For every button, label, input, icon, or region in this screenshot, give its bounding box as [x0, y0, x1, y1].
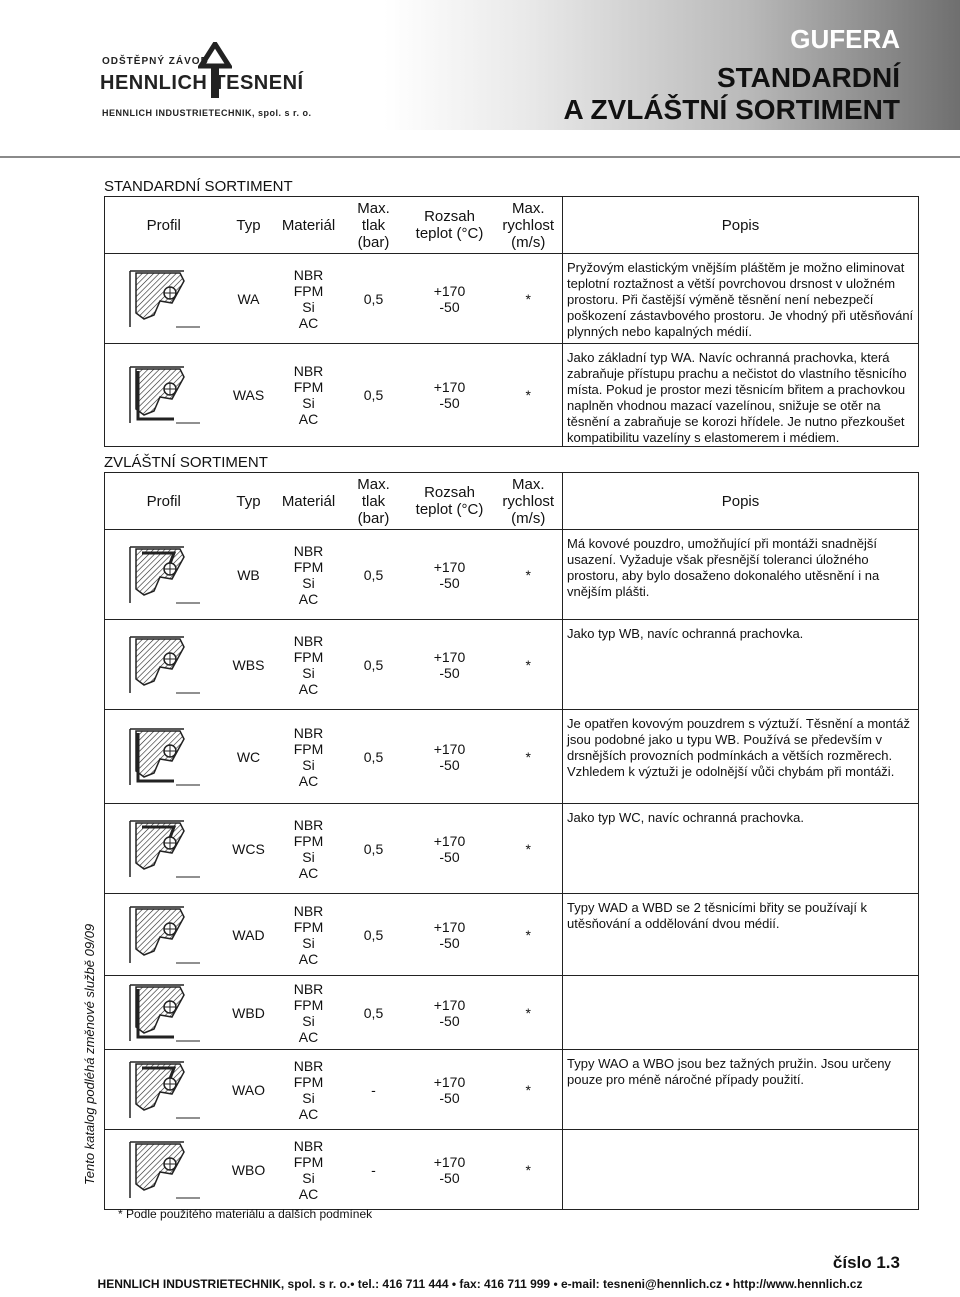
- type-cell: WBS: [223, 620, 275, 710]
- col-profil: Profil: [105, 473, 223, 530]
- table-row: [105, 530, 919, 620]
- material-value: AC: [298, 411, 319, 427]
- material-value: NBR: [293, 363, 324, 379]
- material-cell: [275, 344, 343, 447]
- col-popis: Popis: [563, 197, 919, 254]
- description-cell: Jako základní typ WA. Navíc ochranná prachovka, která zabraňuje přístupu prachu a nečistot do vlastního těsnicího místa. Pokud je prostor mezi těsnicím břitem a prachovkou naplněn vhodnou mazací vazelínou, snižuje se otěr na těsnění a zabraňuje se korozi hřídele. Je nutno přezkoušet kompatibilitu vazelíny s elastomerem i médiem.: [563, 344, 919, 447]
- material-value: FPM: [293, 996, 324, 1013]
- logo-company-name: HENNLICH TESNENÍ: [100, 72, 304, 94]
- table-row: [105, 804, 919, 894]
- pressure-cell: -: [343, 1130, 405, 1210]
- speed-cell: *: [495, 254, 563, 344]
- table-row: [105, 254, 919, 344]
- description-cell: Typy WAO a WBO jsou bez tažných pružin. Jsou určeny pouze pro méně náročné případy použití.: [563, 1050, 919, 1130]
- temperature-cell: [405, 976, 495, 1050]
- table-row: [105, 976, 919, 1050]
- material-cell: [275, 530, 343, 620]
- material-value: NBR: [293, 542, 324, 559]
- material-value: FPM: [293, 282, 324, 299]
- temperature-cell: [405, 344, 495, 447]
- material-value: AC: [298, 1028, 319, 1045]
- temperature-cell: [405, 710, 495, 804]
- material-value: Si: [302, 574, 315, 591]
- description-cell: Jako typ WC, navíc ochranná prachovka.: [563, 804, 919, 894]
- seal-profile-icon: [124, 1054, 204, 1126]
- material-value: FPM: [293, 1153, 324, 1170]
- material-value: Si: [302, 664, 315, 681]
- type-cell: WAD: [223, 894, 275, 976]
- material-value: Si: [302, 298, 315, 315]
- material-value: AC: [298, 590, 319, 607]
- standard-table: [104, 196, 919, 447]
- material-value: NBR: [293, 266, 324, 283]
- material-cell: [275, 254, 343, 344]
- temperature-value: +170: [433, 1073, 466, 1090]
- pressure-cell: 0,5: [343, 710, 405, 804]
- col-popis: Popis: [563, 473, 919, 530]
- material-value: NBR: [293, 632, 324, 649]
- material-value: AC: [298, 680, 319, 697]
- seal-profile-icon: [124, 629, 204, 701]
- material-value: Si: [302, 395, 315, 411]
- logo-subtitle: HENNLICH INDUSTRIETECHNIK, spol. s r. o.: [102, 108, 312, 118]
- speed-cell: *: [495, 344, 563, 447]
- pressure-cell: 0,5: [343, 530, 405, 620]
- temperature-value: -50: [439, 664, 460, 681]
- material-cell: [275, 710, 343, 804]
- temperature-value: -50: [439, 1012, 460, 1029]
- temperature-value: +170: [433, 740, 466, 757]
- pressure-cell: 0,5: [343, 976, 405, 1050]
- page-number: číslo 1.3: [832, 1253, 900, 1272]
- speed-cell: *: [495, 894, 563, 976]
- profile-cell: [105, 1130, 223, 1210]
- material-value: AC: [298, 950, 319, 967]
- special-section-title: ZVLÁŠTNÍ SORTIMENT: [104, 454, 268, 471]
- material-value: Si: [302, 756, 315, 773]
- material-value: AC: [298, 1105, 319, 1122]
- material-value: AC: [298, 772, 319, 789]
- material-value: FPM: [293, 918, 324, 935]
- temperature-value: -50: [439, 1089, 460, 1106]
- temperature-cell: [405, 1050, 495, 1130]
- header-divider: [0, 156, 960, 158]
- col-profil: Profil: [105, 197, 223, 254]
- profile-cell: [105, 976, 223, 1050]
- temperature-value: -50: [439, 298, 460, 315]
- profile-cell: [105, 894, 223, 976]
- speed-cell: *: [495, 710, 563, 804]
- material-value: FPM: [293, 558, 324, 575]
- material-value: NBR: [293, 816, 324, 833]
- seal-profile-icon: [124, 1134, 204, 1206]
- material-value: NBR: [293, 980, 324, 997]
- temperature-value: -50: [439, 756, 460, 773]
- table-header-row: [105, 197, 919, 254]
- type-cell: WAO: [223, 1050, 275, 1130]
- col-typ: Typ: [223, 473, 275, 530]
- type-cell: WCS: [223, 804, 275, 894]
- seal-profile-icon: [124, 359, 204, 431]
- material-value: NBR: [293, 1137, 324, 1154]
- material-value: FPM: [293, 740, 324, 757]
- material-value: NBR: [293, 1057, 324, 1074]
- temperature-value: +170: [433, 379, 466, 395]
- col-rychlost: Max. rychlost (m/s): [495, 473, 563, 530]
- profile-cell: [105, 1050, 223, 1130]
- material-value: Si: [302, 1012, 315, 1029]
- seal-profile-icon: [124, 813, 204, 885]
- col-material: Materiál: [275, 197, 343, 254]
- profile-cell: [105, 804, 223, 894]
- temperature-value: -50: [439, 1169, 460, 1186]
- temperature-cell: [405, 620, 495, 710]
- material-cell: [275, 894, 343, 976]
- type-cell: WBO: [223, 1130, 275, 1210]
- temperature-value: +170: [433, 1153, 466, 1170]
- material-value: FPM: [293, 832, 324, 849]
- table-row: [105, 894, 919, 976]
- temperature-cell: [405, 530, 495, 620]
- material-value: AC: [298, 314, 319, 331]
- material-cell: [275, 976, 343, 1050]
- page-footer: HENNLICH INDUSTRIETECHNIK, spol. s r. o.• tel.: 416 711 444 • fax: 416 711 999 • e-mail: tesneni@hennlich.cz • http://www.hennlich.cz: [97, 1277, 863, 1291]
- material-value: Si: [302, 1169, 315, 1186]
- temperature-value: +170: [433, 996, 466, 1013]
- description-cell: Pryžovým elastickým vnějším pláštěm je možno eliminovat teplotní roztažnost a větší povrchovou drsnost v uložném prostoru. Při častější výměně těsnění není nebezpečí poškození zástavbového prostoru. Je vhodný při utěsňování plynných nebo kapalných médií.: [563, 254, 919, 344]
- headline-line2: A ZVLÁŠTNÍ SORTIMENT: [563, 94, 900, 125]
- temperature-value: -50: [439, 848, 460, 865]
- col-rychlost: Max. rychlost (m/s): [495, 197, 563, 254]
- profile-cell: [105, 530, 223, 620]
- company-logo: [100, 42, 320, 122]
- description-cell: Jako typ WB, navíc ochranná prachovka.: [563, 620, 919, 710]
- col-max-tlak: Max. tlak (bar): [343, 473, 405, 530]
- profile-cell: [105, 710, 223, 804]
- material-cell: [275, 804, 343, 894]
- col-rozsah: Rozsah teplot (°C): [405, 473, 495, 530]
- speed-cell: *: [495, 620, 563, 710]
- material-value: FPM: [293, 379, 324, 395]
- table-row: [105, 344, 919, 447]
- description-cell: Typy WAD a WBD se 2 těsnicími břity se používají k utěsňování a oddělování dvou médií.: [563, 894, 919, 976]
- temperature-value: -50: [439, 934, 460, 951]
- pressure-cell: 0,5: [343, 344, 405, 447]
- headline-line1: STANDARDNÍ: [716, 62, 900, 93]
- seal-profile-icon: [124, 721, 204, 793]
- material-cell: [275, 620, 343, 710]
- page-header: [0, 0, 960, 160]
- brand-title: GUFERA: [790, 24, 900, 54]
- temperature-value: +170: [433, 832, 466, 849]
- pressure-cell: 0,5: [343, 254, 405, 344]
- material-value: Si: [302, 934, 315, 951]
- profile-cell: [105, 620, 223, 710]
- material-value: AC: [298, 1185, 319, 1202]
- temperature-cell: [405, 894, 495, 976]
- description-cell: [563, 1130, 919, 1210]
- temperature-cell: [405, 804, 495, 894]
- temperature-value: -50: [439, 395, 460, 411]
- material-value: NBR: [293, 724, 324, 741]
- table-row: [105, 620, 919, 710]
- type-cell: WA: [223, 254, 275, 344]
- logo-small-text: ODŠTĚPNÝ ZÁVOD: [102, 56, 209, 67]
- col-material: Materiál: [275, 473, 343, 530]
- seal-profile-icon: [124, 263, 204, 335]
- material-value: Si: [302, 848, 315, 865]
- material-cell: [275, 1130, 343, 1210]
- temperature-cell: [405, 1130, 495, 1210]
- type-cell: WBD: [223, 976, 275, 1050]
- table-row: [105, 1130, 919, 1210]
- temperature-value: +170: [433, 282, 466, 299]
- col-rozsah: Rozsah teplot (°C): [405, 197, 495, 254]
- profile-cell: [105, 254, 223, 344]
- col-max-tlak: Max. tlak (bar): [343, 197, 405, 254]
- speed-cell: *: [495, 1050, 563, 1130]
- table-header-row: [105, 473, 919, 530]
- material-value: NBR: [293, 902, 324, 919]
- speed-cell: *: [495, 804, 563, 894]
- type-cell: WC: [223, 710, 275, 804]
- seal-profile-icon: [124, 539, 204, 611]
- side-note: Tento katalog podléhá změnové službě 09/09: [82, 923, 97, 1185]
- material-value: FPM: [293, 1073, 324, 1090]
- pressure-cell: -: [343, 1050, 405, 1130]
- pressure-cell: 0,5: [343, 804, 405, 894]
- table-row: [105, 1050, 919, 1130]
- speed-cell: *: [495, 530, 563, 620]
- temperature-value: +170: [433, 918, 466, 935]
- description-cell: Má kovové pouzdro, umožňující při montáži snadnější usazení. Vyžaduje však přesnější toleranci úložného prostoru, aby bylo dosaženo dokonalého utěsnění i na vnějším plášti.: [563, 530, 919, 620]
- table-row: [105, 710, 919, 804]
- standard-section-title: STANDARDNÍ SORTIMENT: [104, 178, 293, 195]
- col-typ: Typ: [223, 197, 275, 254]
- speed-cell: *: [495, 976, 563, 1050]
- description-cell: Je opatřen kovovým pouzdrem s výztuží. Těsnění a montáž jsou podobné jako u typu WB. Používá se především v drsnějších provozních podmínkách a větších rozměrech. Vzhledem k výztuži je odolnější vůči chybám při montáži.: [563, 710, 919, 804]
- pressure-cell: 0,5: [343, 620, 405, 710]
- temperature-cell: [405, 254, 495, 344]
- material-cell: [275, 1050, 343, 1130]
- material-value: AC: [298, 864, 319, 881]
- temperature-value: -50: [439, 574, 460, 591]
- temperature-value: +170: [433, 558, 466, 575]
- pressure-cell: 0,5: [343, 894, 405, 976]
- type-cell: WB: [223, 530, 275, 620]
- profile-cell: [105, 344, 223, 447]
- type-cell: WAS: [223, 344, 275, 447]
- description-cell: [563, 976, 919, 1050]
- seal-profile-icon: [124, 899, 204, 971]
- footnote: * Podle použitého materiálu a dalších podmínek: [118, 1207, 373, 1221]
- material-value: Si: [302, 1089, 315, 1106]
- temperature-value: +170: [433, 648, 466, 665]
- material-value: FPM: [293, 648, 324, 665]
- special-table: [104, 472, 919, 1210]
- speed-cell: *: [495, 1130, 563, 1210]
- seal-profile-icon: [124, 977, 204, 1049]
